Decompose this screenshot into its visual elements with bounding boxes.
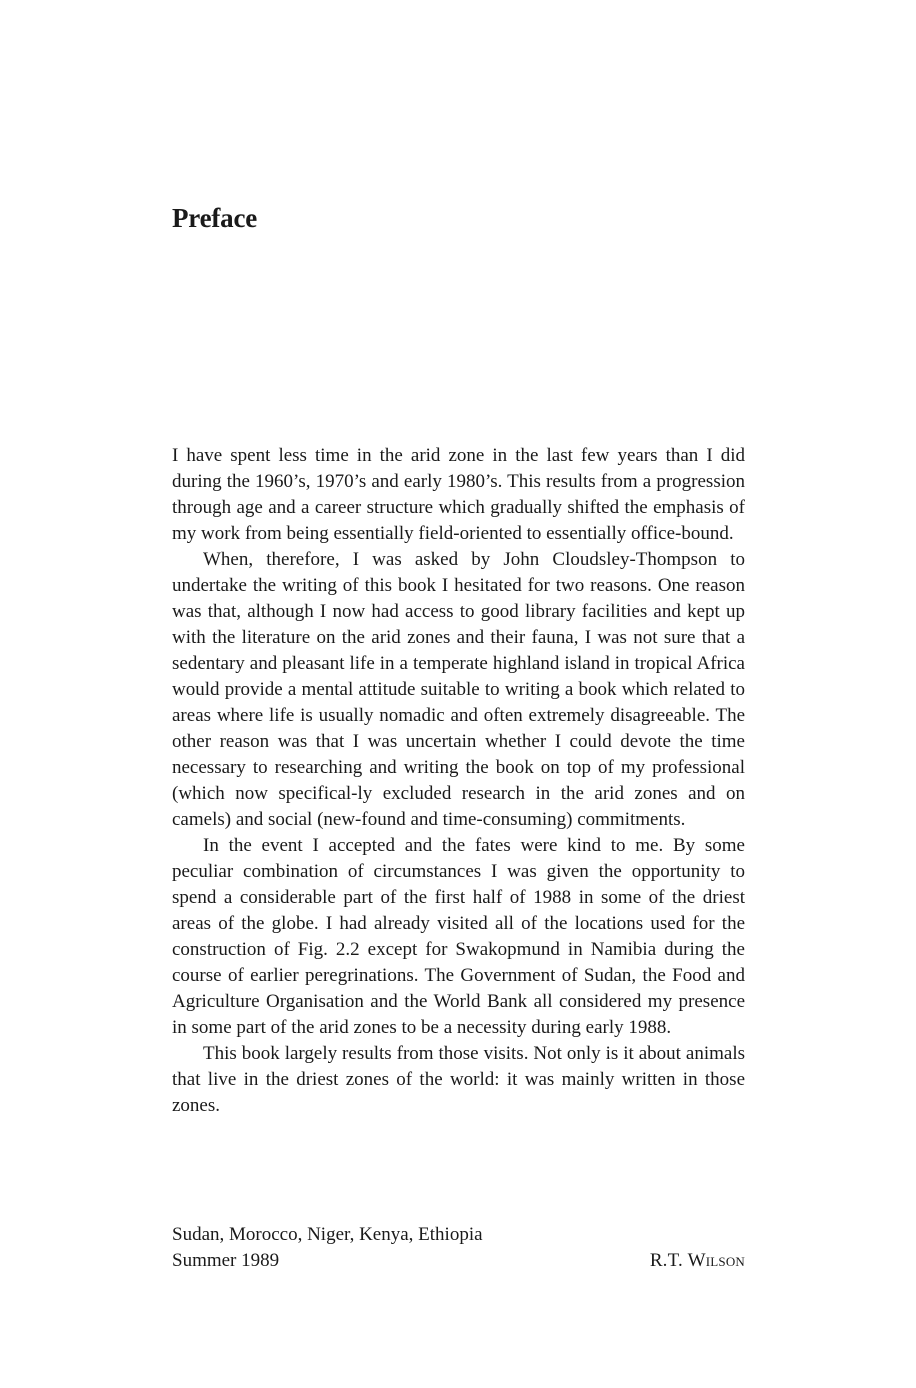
paragraph-4: This book largely results from those visits. Not only is it about animals that live in the driest zones of the world: it was mainly written in those zones. <box>172 1043 745 1116</box>
paragraph-1: I have spent less time in the arid zone in the last few years than I did during the 1960’s, 1970’s and early 1980’s. This results from a progression through age and a career structure which gradually shifted the emphasis of my work from being essentially field-oriented to essentially office-bound. <box>172 445 745 544</box>
signoff-places: Sudan, Morocco, Niger, Kenya, Ethiopia <box>172 1224 483 1245</box>
paragraph-3: In the event I accepted and the fates were kind to me. By some peculiar combination of circumstances I was given the opportunity to spend a considerable part of the first half of 1988 in some of the driest areas of the globe. I had already visited all of the locations used for the construction of Fig. 2.2 except for Swakopmund in Namibia during the course of earlier peregrinations. The Government of Sudan, the Food and Agriculture Organisation and the World Bank all considered my presence in some part of the arid zones to be a necessity during early 1988. <box>172 835 745 1038</box>
signoff-date-line <box>172 1248 745 1274</box>
paragraph-2: When, therefore, I was asked by John Cloudsley-Thompson to undertake the writing of this book I hesitated for two reasons. One reason was that, although I now had access to good library facilities and kept up with the literature on the arid zones and their fauna, I was not sure that a sedentary and pleasant life in a temperate highland island in tropical Africa would provide a mental attitude suitable to writing a book which related to areas where life is usually nomadic and often extremely disagreeable. The other reason was that I was uncertain whether I could devote the time necessary to researching and writing the book on top of my professional (which now specifical-ly excluded research in the arid zones and on camels) and social (new-found and time-consuming) commitments. <box>172 549 745 830</box>
signoff-date: Summer 1989 <box>172 1250 280 1271</box>
signoff-author: R.T. Wilson <box>649 1250 745 1271</box>
page-title: Preface <box>172 203 258 233</box>
preface-body <box>172 443 745 1119</box>
signoff-places-line <box>172 1222 745 1248</box>
signoff <box>172 1222 745 1274</box>
